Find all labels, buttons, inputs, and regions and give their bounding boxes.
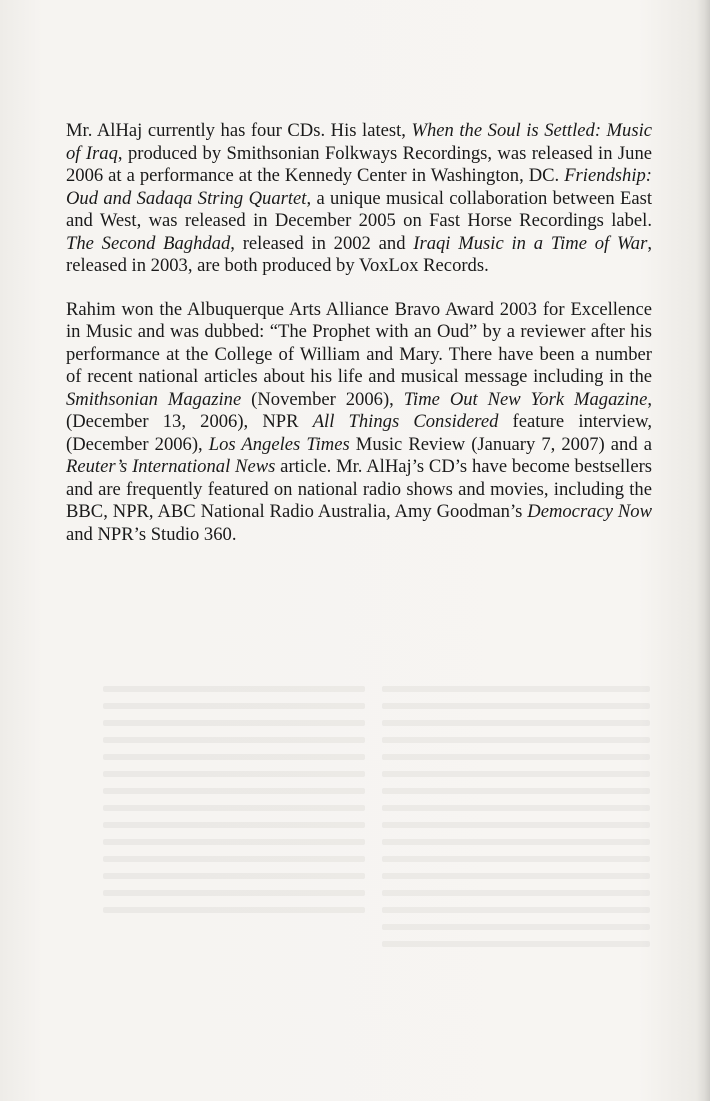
reverse-side-bleed-right: [382, 675, 650, 958]
italic-title: Reuter’s International News: [66, 456, 276, 477]
text-segment: article. Mr. AlHaj’s CD’s have become bestsellers and are frequently featured on national radio shows and movies, including the BBC, NPR, ABC National Radio Australia, Amy Goodman’s: [66, 456, 652, 522]
text-segment: , a unique musical collaboration between East and West, was released in December 2005 on Fast Horse Recordings label.: [66, 187, 652, 231]
biography-text: [66, 120, 652, 567]
italic-title: Smithsonian Magazine: [66, 388, 242, 410]
italic-title: Democracy Now: [527, 501, 652, 522]
text-segment: , produced by Smithsonian Folkways Recordings, was released in June 2006 at a performance at the Kennedy Center in Washington, DC.: [66, 142, 652, 186]
italic-title: The Second Baghdad: [66, 232, 231, 254]
italic-title: Los Angeles Times: [208, 433, 350, 455]
page-edge-shadow: [696, 0, 710, 1101]
text-segment: , released in 2002 and: [230, 232, 414, 254]
italic-title: All Things Considered: [312, 411, 499, 432]
text-segment: Rahim won the Albuquerque Arts Alliance Bravo Award 2003 for Excellence in Music and was dubbed: “The Prophet with an Oud” by a reviewer after his performance at the College of William and Mary. There have been a number of recent national articles about his life and musical message including in the: [66, 298, 652, 387]
text-segment: (November 2006),: [241, 388, 404, 410]
paragraph-cds: [66, 120, 652, 278]
italic-title: When the Soul is Settled: Music of Iraq: [66, 120, 653, 164]
text-segment: , (December 13, 2006), NPR: [66, 388, 652, 432]
text-segment: and NPR’s Studio 360.: [66, 523, 237, 545]
italic-title: Time Out New York Magazine: [403, 388, 648, 410]
text-segment: Mr. AlHaj currently has four CDs. His latest,: [66, 120, 412, 141]
paragraph-awards: [66, 299, 652, 547]
text-segment: , released in 2003, are both produced by VoxLox Records.: [66, 232, 652, 276]
italic-title: Friendship: Oud and Sadaqa String Quartet: [66, 165, 652, 209]
text-segment: Music Review (January 7, 2007) and a: [349, 433, 652, 455]
italic-title: Iraqi Music in a Time of War: [413, 232, 648, 254]
reverse-side-bleed-left: [103, 675, 365, 924]
text-segment: feature interview, (December 2006),: [66, 411, 652, 455]
